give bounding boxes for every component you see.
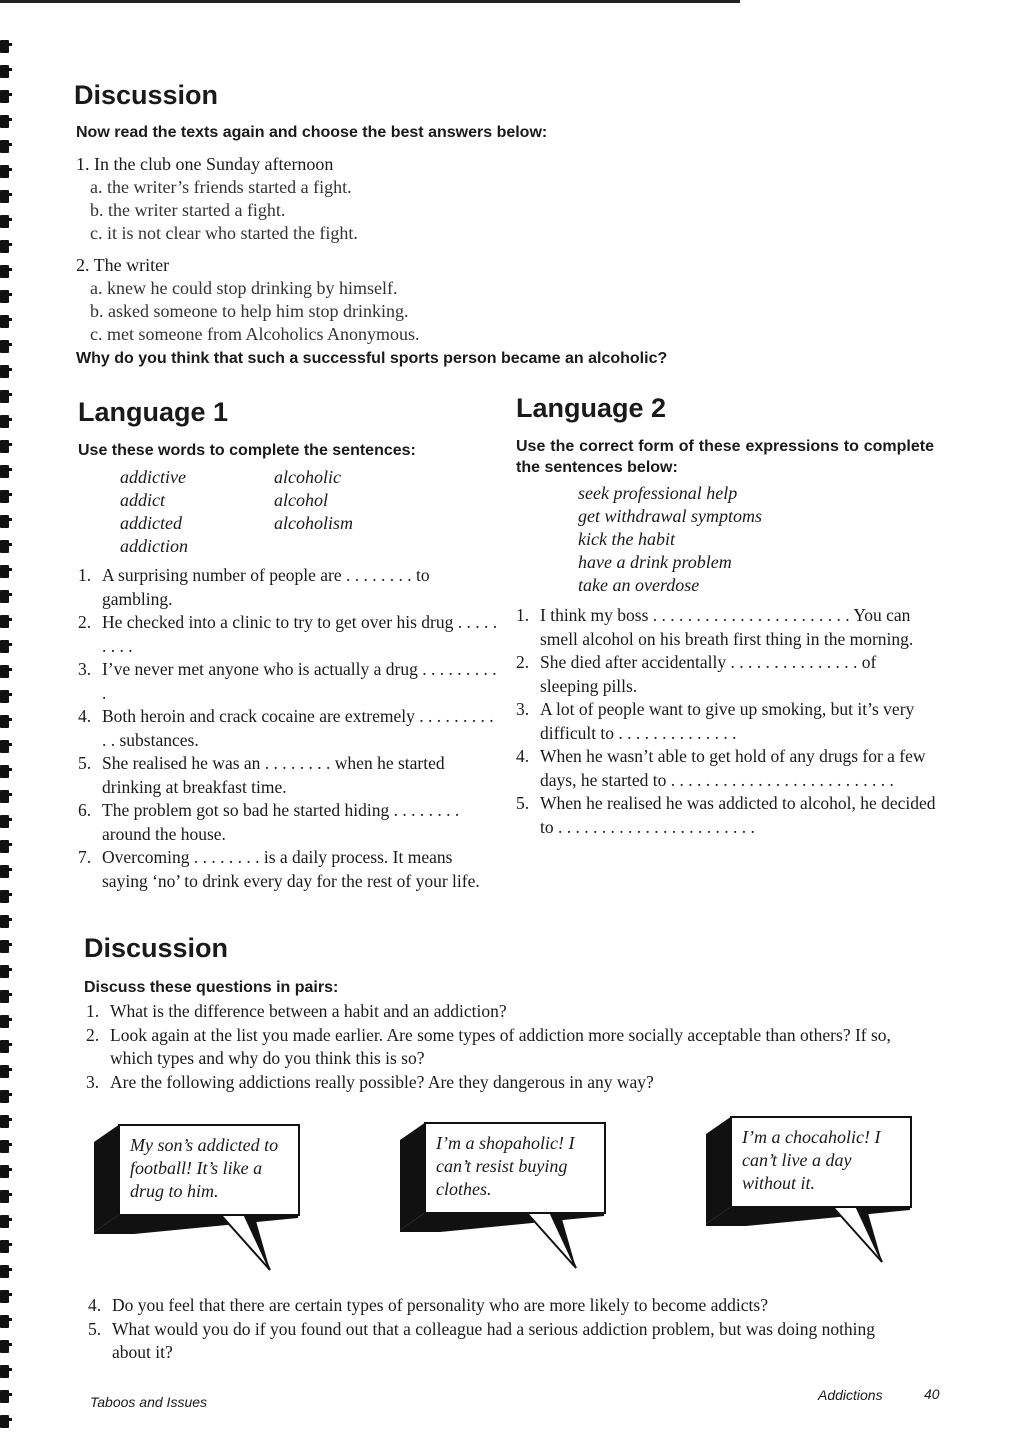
binding-ring: [0, 190, 9, 203]
binding-ring: [0, 815, 9, 828]
binding-ring: [0, 440, 9, 453]
binding-ring: [0, 840, 9, 853]
binding-ring: [0, 115, 9, 128]
binding-ring: [0, 990, 9, 1003]
binding-ring: [0, 740, 9, 753]
word: addiction: [120, 536, 188, 556]
discussion-questions-a: [86, 1000, 916, 1094]
list-item: 4. Do you feel that there are certain types of personality who are more likely to become addicts?: [88, 1295, 768, 1315]
word: alcoholism: [274, 513, 353, 533]
binding-ring: [0, 390, 9, 403]
list-item: 6. The problem got so bad he started hiding . . . . . . . . around the house.: [78, 800, 460, 844]
top-rule: [0, 0, 740, 3]
binding-ring: [0, 665, 9, 678]
binding-ring: [0, 340, 9, 353]
binding-ring: [0, 940, 9, 953]
list-item: 3. A lot of people want to give up smoking, but it’s very difficult to . . . . . . . . . . . . . .: [516, 699, 915, 743]
binding-ring: [0, 1040, 9, 1053]
binding-ring: [0, 490, 9, 503]
discussion-questions-b: [88, 1294, 918, 1365]
list-item: 2. He checked into a clinic to try to get over his drug . . . . . . . . .: [78, 612, 498, 656]
list-item: 1. What is the difference between a habit and an addiction?: [86, 1001, 507, 1021]
followup-question: Why do you think that such a successful sports person became an alcoholic?: [76, 350, 668, 367]
question-2: [76, 254, 419, 346]
binding-ring: [0, 765, 9, 778]
word: addict: [120, 490, 165, 510]
binding-ring: [0, 865, 9, 878]
binding-ring: [0, 1015, 9, 1028]
instruction-language-2: Use the correct form of these expressions to complete the sentences below:: [516, 438, 934, 476]
binding-ring: [0, 915, 9, 928]
binding-ring: [0, 690, 9, 703]
list-item: 1. A surprising number of people are . . . . . . . . to gambling.: [78, 565, 430, 609]
binding-ring: [0, 1190, 9, 1203]
word: alcohol: [274, 490, 328, 510]
binding-ring: [0, 1290, 9, 1303]
instruction-discussion-2: Discuss these questions in pairs:: [84, 979, 339, 996]
instruction-discussion: Now read the texts again and choose the best answers below:: [76, 124, 548, 141]
speech-bubble-2: [400, 1120, 612, 1270]
binding-ring: [0, 90, 9, 103]
option-c: c. it is not clear who started the fight.: [90, 223, 358, 243]
option-b: b. asked someone to help him stop drinking.: [90, 301, 409, 321]
binding-ring: [0, 315, 9, 328]
speech-bubble-text: I’m a chocaholic! I can’t live a day without it.: [730, 1116, 912, 1208]
binding-ring: [0, 240, 9, 253]
expression: kick the habit: [578, 529, 675, 549]
question-1: [76, 153, 358, 245]
binding-ring: [0, 965, 9, 978]
speech-bubble-1: [94, 1122, 306, 1272]
binding-ring: [0, 215, 9, 228]
binding-ring: [0, 1415, 9, 1428]
speech-bubble-text: I’m a shopaholic! I can’t resist buying clothes.: [424, 1122, 606, 1214]
binding-ring: [0, 890, 9, 903]
word-list-col1: [120, 466, 188, 558]
speech-bubble-text: My son’s addicted to football! It’s like a drug to him.: [118, 1124, 300, 1216]
option-b: b. the writer started a fight.: [90, 200, 286, 220]
binding-ring: [0, 1165, 9, 1178]
spiral-binding: [0, 40, 14, 1440]
expression-list: [578, 482, 762, 597]
word-list-col2: [274, 466, 353, 535]
section-title-discussion-2: Discussion: [84, 933, 229, 963]
option-a: a. the writer’s friends started a fight.: [90, 177, 352, 197]
expression: have a drink problem: [578, 552, 732, 572]
binding-ring: [0, 1215, 9, 1228]
binding-ring: [0, 540, 9, 553]
binding-ring: [0, 265, 9, 278]
binding-ring: [0, 715, 9, 728]
binding-ring: [0, 615, 9, 628]
binding-ring: [0, 515, 9, 528]
list-item: 2. She died after accidentally . . . . . . . . . . . . . . . of sleeping pills.: [516, 652, 877, 696]
language-2-sentences: [516, 604, 936, 839]
binding-ring: [0, 465, 9, 478]
binding-ring: [0, 790, 9, 803]
list-item: 5. When he realised he was addicted to alcohol, he decided to . . . . . . . . . . . . . . . . . . . . . . .: [516, 793, 936, 837]
section-title-discussion: Discussion: [74, 80, 219, 110]
option-c: c. met someone from Alcoholics Anonymous.: [90, 324, 420, 344]
binding-ring: [0, 1140, 9, 1153]
list-item: 4. Both heroin and crack cocaine are extremely . . . . . . . . . . . substances.: [78, 706, 494, 750]
word: alcoholic: [274, 467, 341, 487]
expression: take an overdose: [578, 575, 700, 595]
binding-ring: [0, 140, 9, 153]
word: addicted: [120, 513, 182, 533]
list-item: 5. What would you do if you found out that a colleague had a serious addiction problem, but was doing nothing about it?: [88, 1318, 876, 1362]
binding-ring: [0, 590, 9, 603]
list-item: 1. I think my boss . . . . . . . . . . . . . . . . . . . . . . . You can smell alcohol on his breath first thing in the morning.: [516, 605, 914, 649]
binding-ring: [0, 1065, 9, 1078]
expression: seek professional help: [578, 483, 738, 503]
binding-ring: [0, 1265, 9, 1278]
binding-ring: [0, 565, 9, 578]
section-title-language-2: Language 2: [516, 393, 667, 423]
binding-ring: [0, 1340, 9, 1353]
page-number: 40: [924, 1386, 940, 1402]
binding-ring: [0, 1365, 9, 1378]
option-a: a. knew he could stop drinking by himself.: [90, 278, 398, 298]
question-stem: 2. The writer: [76, 255, 170, 275]
binding-ring: [0, 640, 9, 653]
binding-ring: [0, 365, 9, 378]
list-item: 4. When he wasn’t able to get hold of any drugs for a few days, he started to . . . . . . . . . . . . . . . . . . . . . . . . . .: [516, 746, 926, 790]
binding-ring: [0, 1090, 9, 1103]
binding-ring: [0, 165, 9, 178]
footer-book-title: Taboos and Issues: [90, 1394, 208, 1410]
binding-ring: [0, 40, 9, 53]
binding-ring: [0, 1240, 9, 1253]
list-item: 5. She realised he was an . . . . . . . . when he started drinking at breakfast time.: [78, 753, 445, 797]
list-item: 2. Look again at the list you made earlier. Are some types of addiction more socially acceptable than others? If so, which types and why do you think this is so?: [86, 1024, 891, 1068]
footer-chapter: Addictions: [818, 1387, 883, 1403]
expression: get withdrawal symptoms: [578, 506, 763, 526]
list-item: 3. Are the following addictions really possible? Are they dangerous in any way?: [86, 1071, 654, 1092]
question-stem: 1. In the club one Sunday afternoon: [76, 154, 334, 174]
section-title-language-1: Language 1: [78, 397, 229, 427]
binding-ring: [0, 65, 9, 78]
binding-ring: [0, 1390, 9, 1403]
language-1-sentences: [78, 564, 498, 893]
binding-ring: [0, 1115, 9, 1128]
speech-bubble-3: [706, 1114, 918, 1264]
binding-ring: [0, 290, 9, 303]
list-item: 3. I’ve never met anyone who is actually a drug . . . . . . . . . .: [78, 659, 497, 703]
binding-ring: [0, 415, 9, 428]
binding-ring: [0, 1315, 9, 1328]
instruction-language-1: Use these words to complete the sentences:: [78, 442, 416, 459]
word: addictive: [120, 467, 186, 487]
list-item: 7. Overcoming . . . . . . . . is a daily process. It means saying ‘no’ to drink every day for the rest of your life.: [78, 847, 480, 891]
